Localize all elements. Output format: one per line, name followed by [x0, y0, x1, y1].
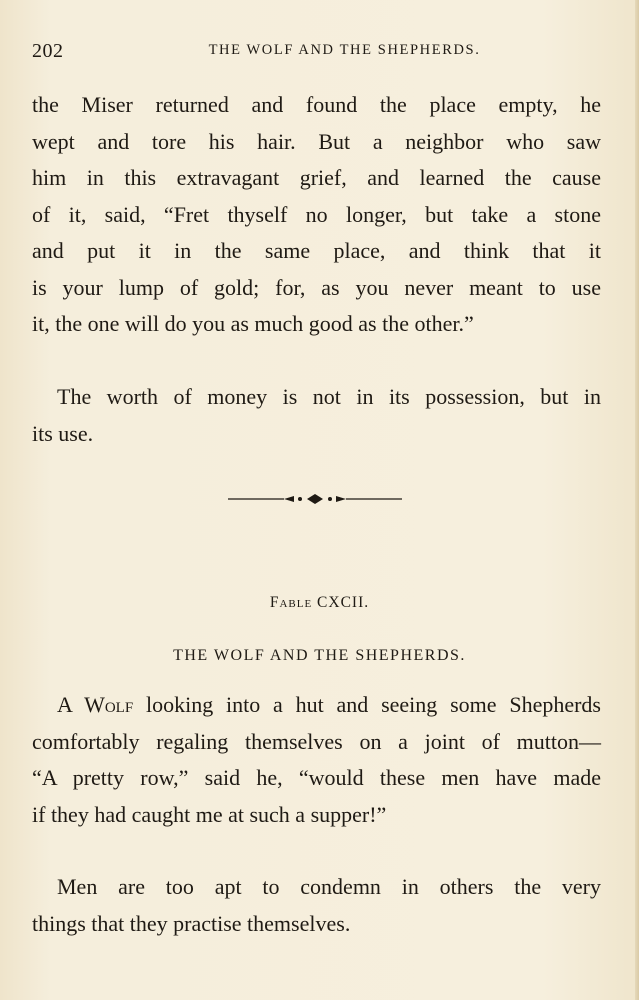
text-line: him in this extravagant grief, and learned the cause: [32, 165, 601, 190]
text-fragment: looking into a hut and seeing some Shepherds: [133, 692, 601, 717]
ornament-divider: [228, 491, 402, 507]
fable-number: Fable CXCII.: [269, 594, 370, 611]
text-line: wept and tore his hair. But a neighbor who saw: [32, 128, 601, 154]
page-header: [32, 38, 607, 62]
text-line: it, the one will do you as much good as the other.”: [32, 311, 474, 336]
text-line: The worth of money is not in its possession, but in: [57, 384, 601, 409]
fable-paragraph: [32, 687, 601, 833]
text-line: things that they practise themselves.: [32, 910, 351, 936]
continuation-paragraph: [32, 87, 601, 343]
text-line: of it, said, “Fret thyself no longer, but take a stone: [32, 201, 601, 227]
text-line: is your lump of gold; for, as you never meant to use: [32, 274, 601, 300]
text-line: Men are too apt to condemn in others the very: [57, 874, 601, 899]
fable-title: THE WOLF AND THE SHEPHERDS.: [173, 647, 466, 664]
page-edge: [635, 0, 639, 1000]
fable-first-word: A Wolf: [57, 692, 134, 717]
running-head: THE WOLF AND THE SHEPHERDS.: [208, 42, 481, 58]
text-line: [32, 687, 601, 724]
text-line: if they had caught me at such a supper!”: [32, 801, 387, 827]
page-number: 202: [32, 40, 64, 62]
text-line: its use.: [32, 420, 94, 446]
moral-paragraph-2: [32, 869, 601, 942]
text-line: and put it in the same place, and think that it: [32, 238, 601, 263]
text-line: comfortably regaling themselves on a joint of mutton—: [32, 728, 601, 754]
moral-paragraph-1: [32, 379, 601, 452]
text-line: “A pretty row,” said he, “would these men have made: [32, 765, 601, 790]
text-line: the Miser returned and found the place empty, he: [32, 92, 601, 117]
